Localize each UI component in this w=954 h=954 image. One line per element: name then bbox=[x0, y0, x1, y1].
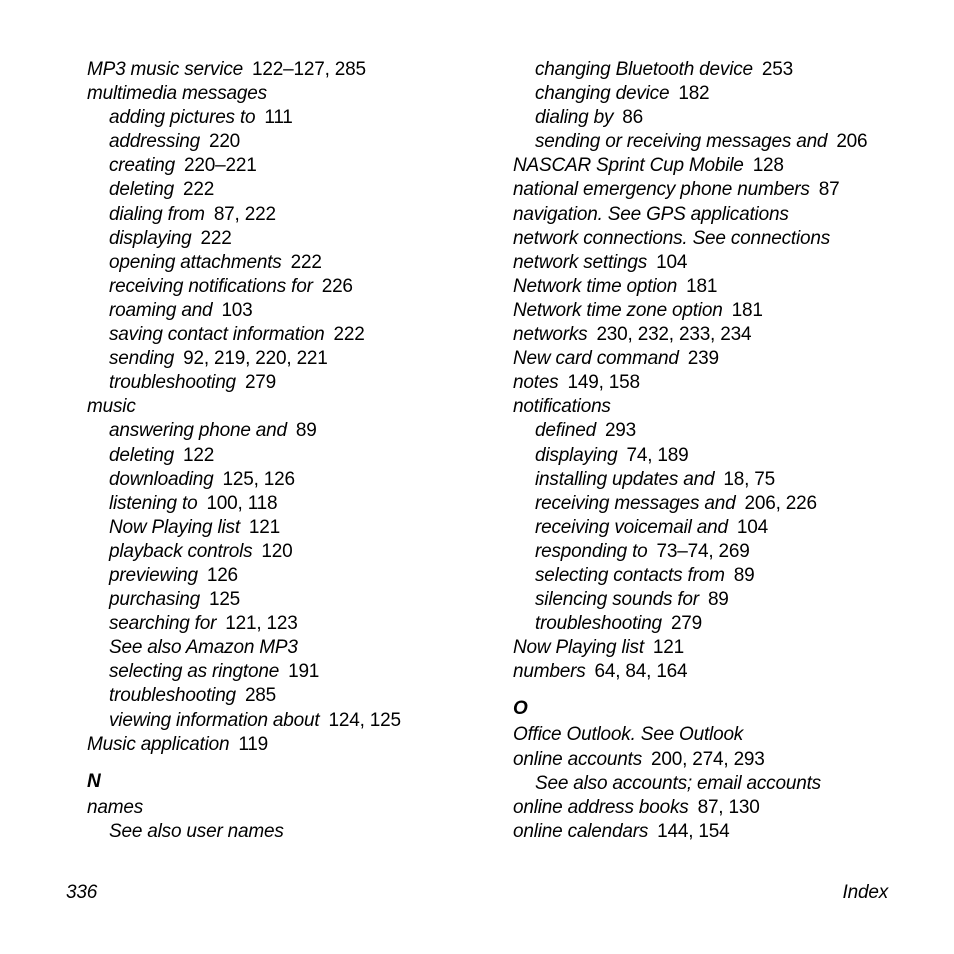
index-subentry bbox=[87, 684, 497, 708]
index-term: installing updates and bbox=[535, 468, 715, 490]
index-subentry bbox=[87, 347, 497, 371]
index-page-refs: 279 bbox=[244, 372, 277, 394]
index-term: New card command bbox=[513, 348, 679, 370]
index-page-refs: 220–221 bbox=[184, 155, 257, 177]
index-page-refs: 104 bbox=[656, 251, 688, 273]
index-page-refs: 73–74, 269 bbox=[656, 540, 750, 562]
index-page-refs: 181 bbox=[686, 275, 718, 297]
index-subentry bbox=[87, 106, 497, 130]
index-term: creating bbox=[109, 155, 175, 177]
index-term: addressing bbox=[109, 131, 200, 153]
index-term: silencing sounds for bbox=[535, 589, 699, 611]
index-term: NASCAR Sprint Cup Mobile bbox=[513, 155, 744, 177]
index-term: defined bbox=[535, 420, 596, 442]
index-term: displaying bbox=[109, 227, 192, 249]
index-term: searching for bbox=[109, 613, 217, 635]
index-page-refs: 92, 219, 220, 221 bbox=[183, 348, 328, 370]
index-term: online calendars bbox=[513, 820, 649, 842]
index-page-refs: 86 bbox=[622, 107, 644, 129]
index-entry bbox=[513, 227, 933, 251]
index-term: sending or receiving messages and bbox=[535, 131, 828, 153]
index-page-refs: 125 bbox=[208, 589, 241, 611]
index-entry bbox=[513, 660, 933, 684]
index-entry bbox=[513, 323, 933, 347]
index-entry bbox=[513, 636, 933, 660]
index-term: national emergency phone numbers bbox=[513, 179, 810, 201]
index-subentry bbox=[513, 82, 933, 106]
index-term: Network time zone option bbox=[513, 299, 723, 321]
index-subentry bbox=[513, 564, 933, 588]
index-section-letter: N bbox=[87, 770, 101, 792]
index-subentry bbox=[87, 468, 497, 492]
index-term: downloading bbox=[109, 468, 214, 490]
index-page-refs: 87 bbox=[818, 179, 840, 201]
index-page-refs: 239 bbox=[687, 348, 719, 370]
index-page-refs: 126 bbox=[206, 564, 238, 586]
index-page-refs: 121, 123 bbox=[225, 613, 298, 635]
index-term: Office Outlook. See Outlook bbox=[513, 724, 744, 746]
index-entry bbox=[513, 723, 933, 747]
index-term: viewing information about bbox=[109, 709, 320, 731]
index-page-refs: 222 bbox=[200, 227, 232, 249]
index-term: opening attachments bbox=[109, 251, 282, 273]
index-subentry bbox=[87, 203, 497, 227]
index-page-refs: 191 bbox=[288, 661, 320, 683]
index-subentry bbox=[513, 772, 933, 796]
index-term: receiving voicemail and bbox=[535, 516, 728, 538]
index-term: network connections. See connections bbox=[513, 227, 831, 249]
index-subentry bbox=[87, 564, 497, 588]
index-page-refs: 149, 158 bbox=[567, 372, 640, 394]
index-subentry bbox=[87, 820, 497, 844]
index-term: deleting bbox=[109, 179, 174, 201]
index-page-refs: 206 bbox=[836, 131, 868, 153]
index-page-refs: 89 bbox=[295, 420, 317, 442]
index-term: changing Bluetooth device bbox=[535, 59, 753, 80]
index-page-refs: 285 bbox=[244, 685, 277, 707]
index-page-refs: 230, 232, 233, 234 bbox=[596, 324, 752, 346]
index-entry bbox=[513, 796, 933, 820]
index-term: changing device bbox=[535, 83, 670, 105]
index-subentry bbox=[87, 612, 497, 636]
index-page-refs: 222 bbox=[290, 251, 322, 273]
index-page-refs: 122–127, 285 bbox=[252, 59, 366, 80]
index-term: online address books bbox=[513, 796, 689, 818]
index-page-refs: 111 bbox=[264, 107, 293, 129]
index-entry bbox=[513, 371, 933, 395]
index-page-refs: 18, 75 bbox=[723, 468, 776, 490]
index-subentry bbox=[513, 612, 933, 636]
index-subentry bbox=[87, 636, 497, 660]
index-page-refs: 121 bbox=[652, 637, 685, 659]
index-page-refs: 181 bbox=[731, 299, 763, 321]
index-term: online accounts bbox=[513, 748, 643, 770]
index-term: network settings bbox=[513, 251, 648, 273]
index-subentry bbox=[513, 540, 933, 564]
index-page-refs: 87, 130 bbox=[697, 796, 760, 818]
index-subentry bbox=[87, 419, 497, 443]
index-entry bbox=[513, 203, 933, 227]
index-term: music bbox=[87, 396, 136, 418]
index-term: names bbox=[87, 796, 144, 818]
index-section-letter: O bbox=[513, 698, 528, 720]
index-page-refs: 87, 222 bbox=[213, 203, 276, 225]
index-subentry bbox=[513, 492, 933, 516]
index-page-refs: 182 bbox=[678, 83, 710, 105]
index-column-right bbox=[513, 58, 933, 844]
index-page-refs: 119 bbox=[238, 733, 269, 755]
index-subentry bbox=[513, 444, 933, 468]
index-subentry bbox=[513, 106, 933, 130]
index-term: See also user names bbox=[109, 820, 284, 842]
index-subentry bbox=[87, 130, 497, 154]
index-term: purchasing bbox=[109, 589, 200, 611]
index-page-refs: 226 bbox=[321, 275, 353, 297]
index-term: roaming and bbox=[109, 299, 213, 321]
index-term: Network time option bbox=[513, 275, 678, 297]
index-page-refs: 104 bbox=[736, 516, 768, 538]
index-term: previewing bbox=[109, 564, 198, 586]
index-page-refs: 89 bbox=[733, 564, 755, 586]
index-page-refs: 253 bbox=[761, 59, 793, 80]
index-term: sending bbox=[109, 348, 175, 370]
index-subentry bbox=[513, 130, 933, 154]
index-page-refs: 103 bbox=[221, 299, 253, 321]
index-term: numbers bbox=[513, 661, 586, 683]
index-term: Now Playing list bbox=[109, 516, 240, 538]
index-entry bbox=[87, 733, 497, 757]
index-subentry bbox=[87, 299, 497, 323]
index-page-refs: 128 bbox=[752, 155, 784, 177]
index-term: dialing from bbox=[109, 203, 205, 225]
index-term: networks bbox=[513, 324, 588, 346]
index-entry bbox=[87, 58, 497, 82]
index-term: troubleshooting bbox=[535, 613, 662, 635]
index-page-refs: 121 bbox=[248, 516, 281, 538]
index-term: troubleshooting bbox=[109, 685, 236, 707]
page-number: 336 bbox=[66, 882, 98, 903]
index-term: deleting bbox=[109, 444, 174, 466]
index-column-left bbox=[87, 58, 497, 844]
index-entry bbox=[513, 347, 933, 371]
index-page-refs: 222 bbox=[182, 179, 215, 201]
index-term: receiving messages and bbox=[535, 492, 736, 514]
index-subentry bbox=[87, 251, 497, 275]
index-page-refs: 89 bbox=[707, 589, 729, 611]
index-entry bbox=[513, 275, 933, 299]
index-page-refs: 100, 118 bbox=[206, 492, 278, 514]
index-term: dialing by bbox=[535, 107, 614, 129]
index-page-refs: 144, 154 bbox=[657, 820, 730, 842]
index-term: selecting as ringtone bbox=[109, 661, 280, 683]
index-page-refs: 122 bbox=[182, 444, 215, 466]
index-subentry bbox=[513, 468, 933, 492]
index-page-refs: 222 bbox=[333, 324, 365, 346]
index-term: troubleshooting bbox=[109, 372, 236, 394]
index-entry bbox=[513, 395, 933, 419]
index-term: receiving notifications for bbox=[109, 275, 313, 297]
index-page-refs: 206, 226 bbox=[744, 492, 817, 514]
index-subentry bbox=[87, 492, 497, 516]
index-entry bbox=[87, 82, 497, 106]
index-entry bbox=[87, 395, 497, 419]
index-subentry bbox=[87, 371, 497, 395]
index-term: responding to bbox=[535, 540, 648, 562]
index-entry bbox=[513, 251, 933, 275]
index-term: MP3 music service bbox=[87, 59, 244, 80]
index-entry bbox=[87, 796, 497, 820]
index-term: saving contact information bbox=[109, 324, 325, 346]
index-subentry bbox=[87, 154, 497, 178]
index-term: notifications bbox=[513, 396, 611, 418]
index-subentry bbox=[87, 227, 497, 251]
index-subentry bbox=[87, 323, 497, 347]
index-page-refs: 279 bbox=[670, 613, 703, 635]
index-term: adding pictures to bbox=[109, 107, 256, 129]
index-subentry bbox=[513, 588, 933, 612]
index-term: multimedia messages bbox=[87, 83, 267, 105]
index-term: See also accounts; email accounts bbox=[535, 772, 821, 794]
index-page-refs: 293 bbox=[604, 420, 637, 442]
index-term: Music application bbox=[87, 733, 230, 755]
index-entry bbox=[513, 820, 933, 844]
index-entry bbox=[513, 178, 933, 202]
index-term: answering phone and bbox=[109, 420, 287, 442]
index-page-refs: 74, 189 bbox=[626, 444, 689, 466]
index-entry bbox=[513, 748, 933, 772]
index-page-refs: 125, 126 bbox=[222, 468, 295, 490]
index-subentry bbox=[87, 540, 497, 564]
index-subentry bbox=[87, 516, 497, 540]
index-subentry bbox=[87, 275, 497, 299]
index-subentry bbox=[87, 588, 497, 612]
index-term: listening to bbox=[109, 492, 198, 514]
index-subentry bbox=[513, 419, 933, 443]
index-subentry bbox=[87, 709, 497, 733]
index-subentry bbox=[87, 444, 497, 468]
index-term: Now Playing list bbox=[513, 637, 644, 659]
index-page-refs: 200, 274, 293 bbox=[651, 748, 765, 770]
index-entry bbox=[513, 299, 933, 323]
index-page-refs: 220 bbox=[208, 131, 241, 153]
index-term: playback controls bbox=[109, 540, 253, 562]
index-subentry bbox=[513, 58, 933, 82]
index-subentry bbox=[87, 660, 497, 684]
index-subentry bbox=[513, 516, 933, 540]
index-page-refs: 120 bbox=[261, 540, 293, 562]
index-term: navigation. See GPS applications bbox=[513, 203, 789, 225]
index-entry bbox=[513, 154, 933, 178]
index-subentry bbox=[87, 178, 497, 202]
index-term: selecting contacts from bbox=[535, 564, 725, 586]
index-term: See also Amazon MP3 bbox=[109, 637, 298, 659]
index-term: notes bbox=[513, 372, 559, 394]
index-page-refs: 124, 125 bbox=[328, 709, 401, 731]
index-term: displaying bbox=[535, 444, 618, 466]
section-name: Index bbox=[842, 882, 888, 903]
index-page-refs: 64, 84, 164 bbox=[594, 661, 688, 683]
